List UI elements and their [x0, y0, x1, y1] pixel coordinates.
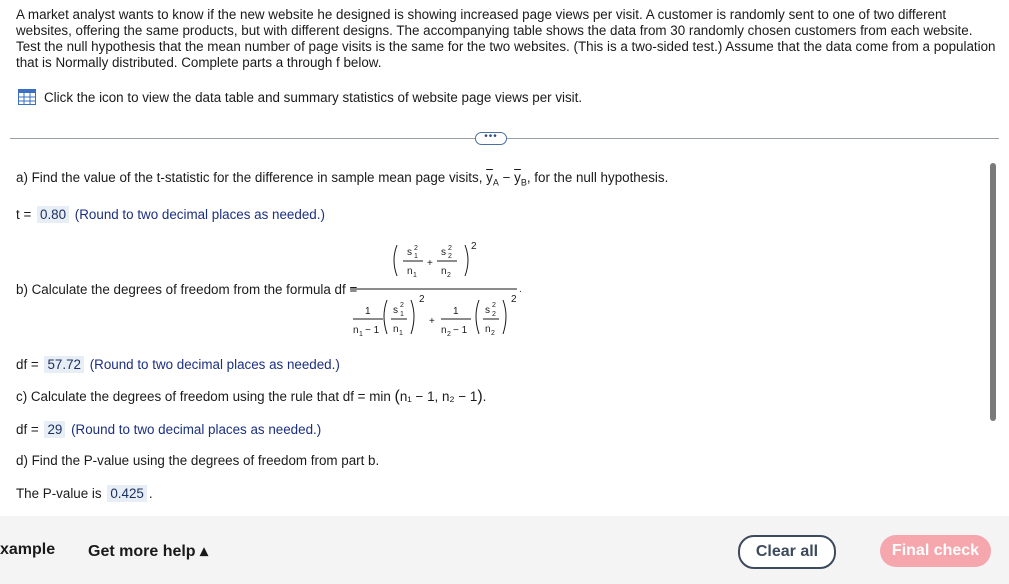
svg-text:1: 1	[413, 272, 417, 279]
svg-text:2: 2	[419, 294, 425, 305]
df-formula	[345, 240, 535, 340]
clear-all-button[interactable]: Clear all	[738, 535, 836, 569]
svg-text:2: 2	[492, 311, 496, 318]
part-a-question: a) Find the value of the t-statistic for the difference in sample mean page visits, $\overline{y}_A - \overline{y}_B$, for the null hypothesis.	[16, 170, 669, 188]
svg-text:s: s	[393, 305, 398, 316]
part-d-answer-row: The P-value is 0.425 .	[16, 486, 153, 501]
df-min-label: df =	[16, 422, 39, 437]
df-hint: (Round to two decimal places as needed.)	[89, 357, 340, 372]
part-d-question: d) Find the P-value using the degrees of freedom from part b.	[16, 453, 380, 468]
svg-text:n: n	[353, 325, 359, 336]
pvalue-answer-field[interactable]: 0.425	[107, 485, 147, 502]
svg-text:2: 2	[491, 330, 495, 337]
t-hint: (Round to two decimal places as needed.)	[74, 207, 325, 222]
svg-text:.: .	[519, 284, 522, 295]
part-b-question: b) Calculate the degrees of freedom from the formula df =	[16, 282, 358, 297]
expand-button[interactable]: •••	[475, 132, 507, 145]
svg-text:1: 1	[359, 331, 363, 338]
svg-text:1: 1	[400, 311, 404, 318]
problem-statement: A market analyst wants to know if the new website he designed is showing increased page views per visit. A customer is randomly sent to one of two different websites, offering the same products, but with different designs. The accompanying table shows the data from 30 randomly chosen customers from each website. Test the null hypothesis that the mean number of page visits is the same for the two websites. (This is a two-sided test.) Assume that the data come from a population that is Normally distributed. Complete parts a through f below.	[16, 7, 996, 70]
svg-text:2: 2	[471, 241, 477, 252]
svg-text:− 1: − 1	[453, 325, 468, 336]
df-min-answer-field[interactable]: 29	[44, 421, 65, 438]
scrollbar[interactable]	[990, 163, 996, 421]
svg-text:1: 1	[399, 330, 403, 337]
svg-text:− 1: − 1	[365, 325, 380, 336]
data-table-link[interactable]	[18, 89, 582, 105]
svg-text:n: n	[407, 266, 413, 277]
part-c-question: c) Calculate the degrees of freedom using the rule that df = min (n₁ − 1, n₂ − 1).	[16, 388, 487, 405]
svg-text:2: 2	[414, 245, 418, 252]
part-a-answer-row	[16, 206, 325, 223]
svg-text:n: n	[485, 324, 491, 335]
svg-text:2: 2	[448, 253, 452, 260]
svg-text:1: 1	[365, 306, 371, 317]
f-s1: s	[407, 247, 412, 258]
df-answer-field[interactable]: 57.72	[44, 356, 84, 373]
svg-text:2: 2	[492, 302, 496, 309]
df-min-hint: (Round to two decimal places as needed.)	[71, 422, 322, 437]
t-label: t =	[16, 207, 32, 222]
svg-text:2: 2	[448, 245, 452, 252]
svg-text:n: n	[441, 266, 447, 277]
data-table-icon[interactable]	[18, 89, 36, 105]
svg-text:1: 1	[453, 306, 459, 317]
svg-text:2: 2	[400, 302, 404, 309]
svg-text:+: +	[429, 316, 435, 327]
part-c-answer-row	[16, 421, 321, 438]
svg-text:1: 1	[414, 253, 418, 260]
svg-text:2: 2	[447, 272, 451, 279]
svg-text:+: +	[427, 258, 433, 269]
t-answer-field[interactable]: 0.80	[37, 206, 69, 223]
get-more-help-button[interactable]: Get more help ▴	[88, 543, 209, 560]
pvalue-label: The P-value is	[16, 486, 102, 501]
svg-text:s: s	[485, 305, 490, 316]
df-label: df =	[16, 357, 39, 372]
svg-text:2: 2	[447, 331, 451, 338]
svg-text:s: s	[441, 247, 446, 258]
svg-text:n: n	[441, 325, 447, 336]
svg-text:n: n	[393, 324, 399, 335]
example-tab[interactable]: xample	[0, 541, 56, 558]
svg-text:2: 2	[511, 294, 517, 305]
data-link-label[interactable]: Click the icon to view the data table and summary statistics of website page views per visit.	[44, 89, 583, 105]
final-check-button[interactable]: Final check	[880, 535, 991, 567]
part-b-answer-row	[16, 356, 340, 373]
